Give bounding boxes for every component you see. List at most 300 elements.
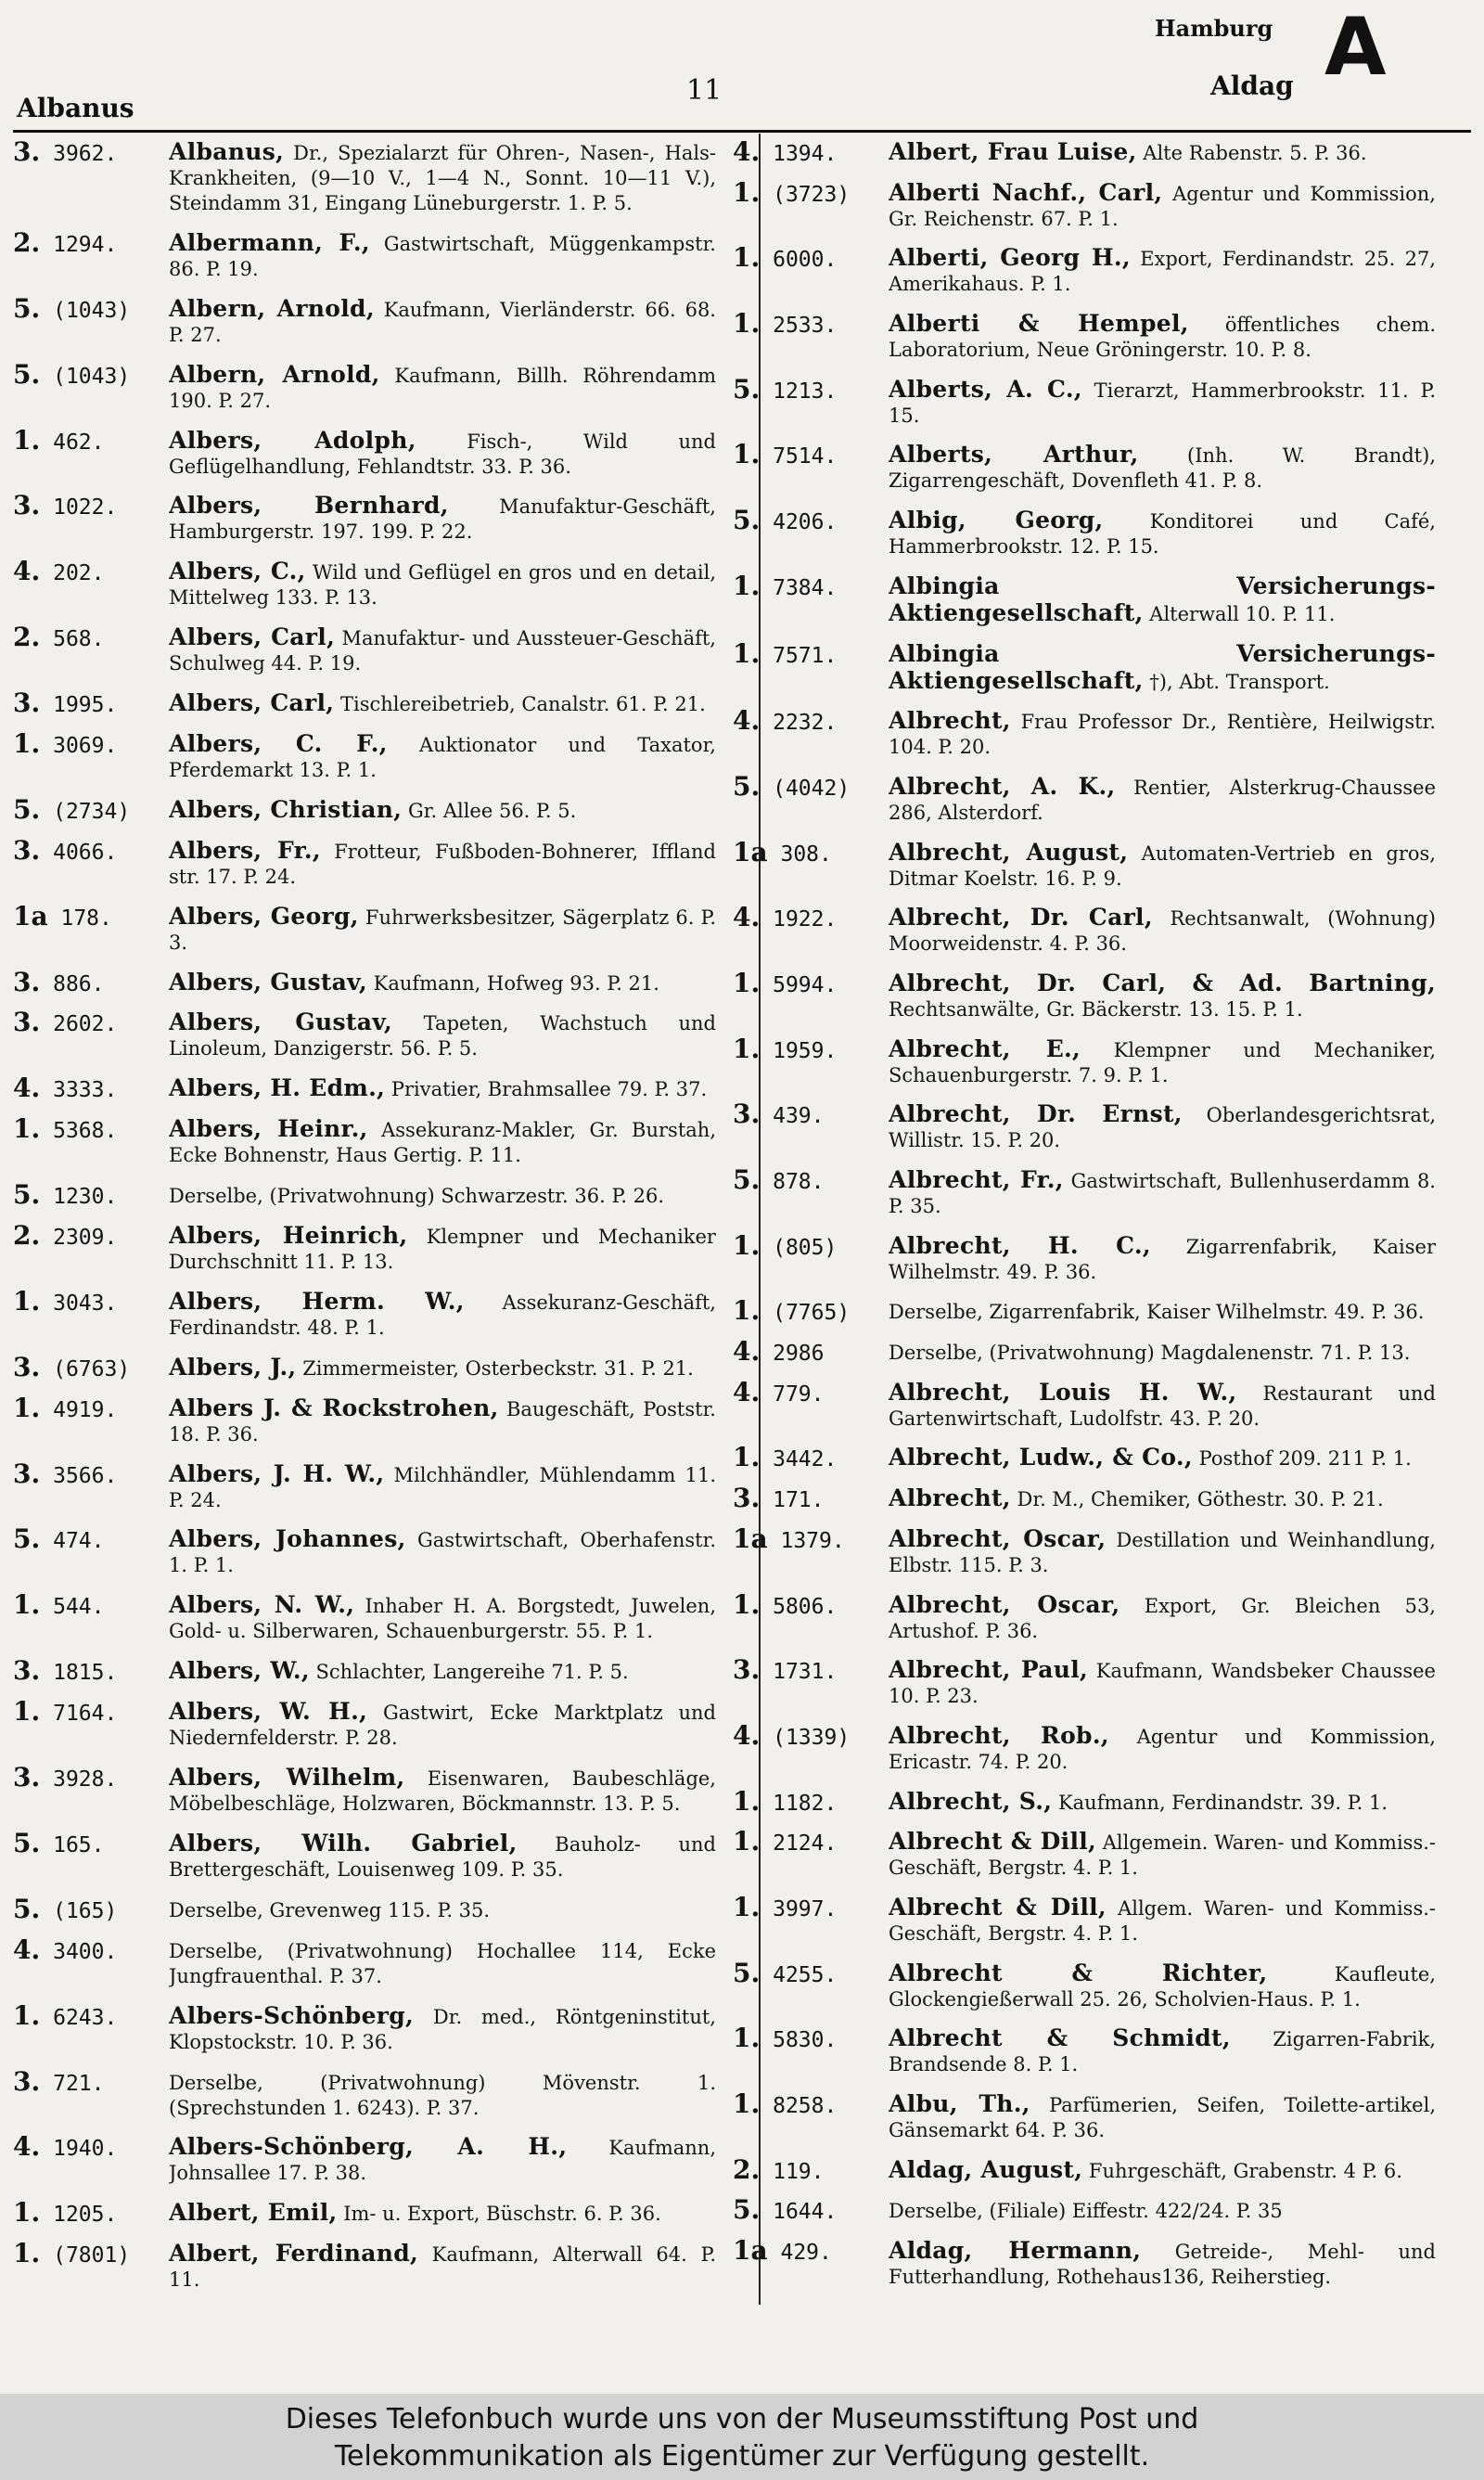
directory-entry bbox=[733, 176, 1456, 232]
line-number: 165. bbox=[53, 1832, 105, 1857]
line-number: 5368. bbox=[53, 1119, 118, 1144]
line-number: 2232. bbox=[773, 711, 838, 736]
phone-number bbox=[13, 1999, 171, 2031]
entry-text bbox=[169, 1116, 716, 1168]
phone-number bbox=[13, 136, 171, 167]
phone-number bbox=[733, 373, 890, 405]
subscriber-name: Alberts, Arthur, bbox=[889, 442, 1139, 469]
subscriber-details: Kaufmann, Billh. Röhrendamm 190. P. 27. bbox=[169, 364, 716, 412]
line-number: 8258. bbox=[773, 2094, 838, 2118]
line-number: 4066. bbox=[53, 840, 118, 865]
directory-entry bbox=[733, 1164, 1456, 1219]
subscriber-name: Albrecht, A. K., bbox=[889, 773, 1116, 800]
subscriber-name: Albert, Emil, bbox=[169, 2200, 338, 2227]
subscriber-details: Dr., Spezialarzt für Ohren-, Nasen-, Hals-Krankheiten, (9—10 V., 1—4 N., Sonnt. 10—11 V.), Steindamm 31, Eingang Lüneburgerstr. 1. P. 5. bbox=[169, 142, 716, 214]
exchange-district: 4. bbox=[733, 136, 761, 167]
directory-entry bbox=[733, 1957, 1456, 2012]
subscriber-details: Assekuranz-Makler, Gr. Burstah, Ecke Bohnenstr, Haus Gertig. P. 11. bbox=[169, 1119, 716, 1167]
line-number: 779. bbox=[773, 1381, 825, 1407]
subscriber-details: Rentier, Alsterkrug-Chaussee 286, Alsterdorf. bbox=[889, 776, 1436, 824]
directory-entry bbox=[13, 1827, 736, 1882]
entry-text bbox=[889, 774, 1436, 826]
line-number: 1294. bbox=[53, 232, 118, 257]
subscriber-name: Aldag, August, bbox=[889, 2156, 1083, 2183]
phone-number bbox=[733, 1336, 890, 1368]
subscriber-details: Parfümerien, Seifen, Toilette-artikel, Gänsemarkt 64. P. 36. bbox=[889, 2094, 1436, 2141]
directory-entry bbox=[733, 1336, 1456, 1368]
subscriber-details: Alte Rabenstr. 5. P. 36. bbox=[1143, 142, 1367, 164]
exchange-district: 1. bbox=[733, 1295, 761, 1327]
exchange-district: 1. bbox=[733, 308, 761, 340]
subscriber-name: Alberts, A. C., bbox=[889, 376, 1082, 403]
directory-entry bbox=[13, 1523, 736, 1578]
phone-number bbox=[13, 2238, 171, 2269]
phone-number bbox=[13, 556, 171, 587]
directory-entry bbox=[733, 1485, 1456, 1512]
exchange-district: 1. bbox=[733, 176, 761, 208]
entry-text bbox=[169, 1765, 716, 1817]
line-number: (165) bbox=[53, 1898, 118, 1923]
phone-number bbox=[733, 705, 890, 737]
directory-entry bbox=[13, 1934, 736, 1989]
exchange-district: 4. bbox=[13, 2131, 41, 2163]
entry-text bbox=[169, 904, 716, 956]
exchange-district: 2. bbox=[733, 2153, 761, 2185]
subscriber-details: Restaurant und Gartenwirtschaft, Ludolfstr. 43. P. 20. bbox=[889, 1381, 1436, 1430]
subscriber-name: Albanus, bbox=[169, 139, 285, 165]
subscriber-name: Albers, Wilh. Gabriel, bbox=[169, 1830, 518, 1857]
subscriber-details: Klempner und Mechaniker, Schauenburgerstr. 7. 9. P. 1. bbox=[889, 1038, 1436, 1086]
header-last-name: Aldag bbox=[1210, 71, 1294, 101]
exchange-district: 2. bbox=[13, 1220, 41, 1252]
entry-text bbox=[889, 1167, 1436, 1219]
exchange-district: 5. bbox=[13, 1179, 41, 1211]
subscriber-details: Konditorei und Café, Hammerbrookstr. 12. P. 15. bbox=[889, 510, 1436, 559]
exchange-district: 1. bbox=[733, 242, 761, 274]
entry-text bbox=[889, 708, 1436, 760]
directory-entry bbox=[733, 2153, 1456, 2185]
directory-entry bbox=[13, 1392, 736, 1447]
phone-number bbox=[733, 2088, 890, 2119]
entry-text bbox=[889, 2197, 1436, 2224]
line-number: 4255. bbox=[773, 1962, 838, 1987]
line-number: 5994. bbox=[773, 972, 838, 997]
subscriber-details: Derselbe, Grevenweg 115. P. 35. bbox=[169, 1898, 491, 1921]
exchange-district: 4. bbox=[733, 705, 761, 737]
directory-entry bbox=[13, 1893, 736, 1924]
phone-number bbox=[733, 2194, 890, 2226]
subscriber-details: Gr. Allee 56. P. 5. bbox=[407, 799, 577, 822]
phone-number bbox=[13, 1009, 171, 1037]
exchange-district: 1. bbox=[13, 2197, 41, 2229]
directory-entry bbox=[13, 687, 736, 719]
phone-number bbox=[13, 793, 171, 825]
exchange-district: 3. bbox=[13, 1655, 41, 1687]
exchange-district: 1. bbox=[13, 728, 41, 760]
entry-text bbox=[169, 1182, 716, 1209]
exchange-district: 1. bbox=[733, 2023, 761, 2054]
subscriber-details: Derselbe, (Filiale) Eiffestr. 422/24. P. 35 bbox=[889, 2200, 1283, 2223]
subscriber-details: Fuhrwerksbesitzer, Sägerplatz 6. P. 3. bbox=[169, 906, 716, 954]
entry-text bbox=[889, 1380, 1436, 1432]
exchange-district: 1. bbox=[13, 1696, 41, 1728]
subscriber-details: Gastwirtschaft, Bullenhuserdamm 8. P. 35. bbox=[889, 1170, 1436, 1217]
line-number: 6243. bbox=[53, 2005, 118, 2030]
entry-text bbox=[889, 573, 1436, 627]
directory-entry bbox=[733, 1523, 1456, 1578]
phone-number bbox=[13, 1696, 171, 1728]
exchange-district: 4. bbox=[733, 902, 761, 933]
subscriber-details: Alterwall 10. P. 11. bbox=[1149, 602, 1336, 625]
directory-entry bbox=[733, 242, 1456, 297]
subscriber-details: Gastwirtschaft, Müggenkampstr. 86. P. 19. bbox=[169, 232, 716, 280]
directory-entry bbox=[733, 1295, 1456, 1327]
header-first-name: Albanus bbox=[17, 93, 134, 123]
subscriber-name: Albern, Arnold, bbox=[169, 295, 375, 322]
entry-text bbox=[889, 1233, 1436, 1285]
subscriber-name: Albers, J. H. W., bbox=[169, 1460, 385, 1487]
entry-text bbox=[889, 1895, 1436, 1947]
entry-text bbox=[889, 1036, 1436, 1088]
exchange-district: 1. bbox=[13, 1589, 41, 1621]
subscriber-name: Albers, Heinr., bbox=[169, 1116, 368, 1143]
header-city: Hamburg bbox=[1155, 15, 1273, 42]
directory-entry bbox=[13, 1075, 736, 1102]
subscriber-name: Albrecht, H. C., bbox=[889, 1232, 1151, 1259]
directory-entry bbox=[733, 2194, 1456, 2226]
entry-text bbox=[169, 970, 716, 996]
subscriber-name: Aldag, Hermann, bbox=[889, 2238, 1142, 2265]
subscriber-details: Export, Gr. Bleichen 53, Artushof. P. 36. bbox=[889, 1594, 1436, 1642]
entry-text bbox=[889, 1526, 1436, 1578]
exchange-district: 1. bbox=[13, 1113, 41, 1145]
entry-text bbox=[169, 2069, 716, 2121]
entry-text bbox=[169, 1526, 716, 1578]
exchange-district: 3. bbox=[13, 1007, 41, 1038]
subscriber-name: Albrecht, Rob., bbox=[889, 1722, 1109, 1749]
exchange-district: 1. bbox=[13, 1392, 41, 1423]
exchange-district: 1. bbox=[13, 1999, 41, 2031]
directory-entry bbox=[733, 1101, 1456, 1153]
subscriber-details: Bauholz- und Brettergeschäft, Louisenweg 109. P. 35. bbox=[169, 1832, 716, 1881]
subscriber-details: Manufaktur- und Aussteuer-Geschäft, Schulweg 44. P. 19. bbox=[169, 627, 716, 675]
line-number: 3043. bbox=[53, 1291, 118, 1316]
directory-entry bbox=[733, 373, 1456, 429]
phone-number bbox=[733, 1164, 890, 1195]
entry-text bbox=[889, 180, 1436, 232]
subscriber-name: Albrecht, Louis H. W., bbox=[889, 1379, 1237, 1406]
entry-text bbox=[169, 1075, 716, 1102]
phone-number bbox=[13, 1762, 171, 1793]
line-number: 886. bbox=[53, 971, 105, 996]
exchange-district: 1. bbox=[13, 424, 41, 456]
subscriber-details: Derselbe, (Privatwohnung) Schwarzestr. 36. P. 26. bbox=[169, 1185, 665, 1208]
phone-number bbox=[733, 505, 890, 536]
directory-entry bbox=[733, 570, 1456, 627]
subscriber-details: Kaufmann, Wandsbeker Chaussee 10. P. 23. bbox=[889, 1660, 1436, 1708]
entry-text bbox=[169, 139, 716, 216]
directory-entry bbox=[733, 1033, 1456, 1088]
subscriber-details: Agentur und Kommission, Gr. Reichenstr. 67. P. 1. bbox=[889, 182, 1436, 230]
page-number: 11 bbox=[686, 74, 723, 107]
directory-entry bbox=[13, 556, 736, 610]
entry-text bbox=[889, 1339, 1436, 1366]
directory-entry bbox=[733, 2025, 1456, 2077]
phone-number bbox=[733, 1523, 890, 1554]
phone-number bbox=[733, 439, 890, 470]
subscriber-details: Tierarzt, Hammerbrookstr. 11. P. 15. bbox=[889, 379, 1436, 427]
subscriber-details: Rechtsanwälte, Gr. Bäckerstr. 13. 15. P. 1. bbox=[889, 997, 1303, 1021]
entry-text bbox=[169, 1289, 716, 1341]
subscriber-name: Albers, Johannes, bbox=[169, 1526, 406, 1553]
entry-text bbox=[889, 641, 1436, 695]
footer-notice bbox=[0, 2394, 1484, 2480]
subscriber-details: Automaten-Vertrieb en gros, Ditmar Koelstr. 16. P. 9. bbox=[889, 842, 1436, 890]
subscriber-details: (Inh. W. Brandt), Zigarrengeschäft, Dovenfleth 41. P. 8. bbox=[889, 444, 1436, 493]
subscriber-name: Albrecht, Oscar, bbox=[889, 1525, 1107, 1552]
subscriber-name: Albers, Carl, bbox=[169, 624, 336, 651]
entry-text bbox=[889, 1298, 1436, 1325]
line-number: (1339) bbox=[773, 1725, 851, 1750]
subscriber-name: Albu, Th., bbox=[889, 2091, 1030, 2117]
subscriber-name: Albingia Versicherungs-Aktiengesellschaft, bbox=[889, 640, 1436, 694]
exchange-district: 5. bbox=[13, 1893, 41, 1924]
entry-text bbox=[889, 245, 1436, 297]
subscriber-details: Tapeten, Wachstuch und Linoleum, Danzigerstr. 56. P. 5. bbox=[169, 1012, 716, 1060]
entry-text bbox=[169, 2200, 716, 2227]
line-number: 1230. bbox=[53, 1185, 118, 1210]
directory-entry bbox=[733, 902, 1456, 957]
entry-text bbox=[889, 970, 1436, 1022]
entry-text bbox=[169, 1592, 716, 1644]
subscriber-name: Albern, Arnold, bbox=[169, 361, 380, 388]
right-column bbox=[733, 136, 1456, 2290]
directory-entry bbox=[13, 1458, 736, 1513]
phone-number bbox=[733, 836, 890, 867]
subscriber-name: Albers, Carl, bbox=[169, 690, 335, 717]
phone-number bbox=[733, 1442, 890, 1473]
subscriber-details: Kaufmann, Vierländerstr. 66. 68. P. 27. bbox=[169, 298, 716, 346]
exchange-district: 4. bbox=[13, 556, 41, 587]
phone-number bbox=[13, 1589, 171, 1621]
directory-entry bbox=[13, 1655, 736, 1687]
line-number: 6000. bbox=[773, 248, 838, 273]
subscriber-name: Albers, W. H., bbox=[169, 1699, 368, 1726]
header-rule bbox=[13, 130, 1471, 133]
exchange-district: 5. bbox=[13, 1827, 41, 1858]
entry-text bbox=[169, 690, 716, 717]
directory-entry bbox=[733, 1891, 1456, 1947]
subscriber-details: Fisch-, Wild und Geflügelhandlung, Fehlandtstr. 33. P. 36. bbox=[169, 430, 716, 478]
phone-number bbox=[733, 308, 890, 340]
line-number: (6763) bbox=[53, 1356, 131, 1381]
phone-number bbox=[13, 1179, 171, 1211]
exchange-district: 1a bbox=[13, 900, 48, 932]
exchange-district: 1. bbox=[733, 1033, 761, 1064]
phone-number bbox=[13, 728, 171, 760]
exchange-district: 1. bbox=[733, 1229, 761, 1261]
subscriber-name: Albingia Versicherungs-Aktiengesellschaft, bbox=[889, 572, 1436, 626]
exchange-district: 5. bbox=[733, 770, 761, 802]
subscriber-name: Albers, Herm. W., bbox=[169, 1288, 465, 1315]
subscriber-name: Albers, Wilhelm, bbox=[169, 1765, 405, 1792]
entry-text bbox=[889, 311, 1436, 363]
exchange-district: 5. bbox=[13, 1523, 41, 1555]
subscriber-name: Albers, Heinrich, bbox=[169, 1223, 408, 1250]
line-number: 7164. bbox=[53, 1702, 118, 1727]
exchange-district: 5. bbox=[13, 793, 41, 825]
directory-entry bbox=[733, 1442, 1456, 1473]
subscriber-name: Albrecht & Richter, bbox=[889, 1960, 1268, 1986]
entry-text bbox=[889, 2238, 1436, 2290]
directory-entry bbox=[13, 1009, 736, 1061]
subscriber-details: Wild und Geflügel en gros und en detail, Mittelweg 133. P. 13. bbox=[169, 561, 716, 610]
line-number: 1959. bbox=[773, 1038, 838, 1063]
exchange-district: 1. bbox=[733, 1442, 761, 1473]
entry-text bbox=[889, 1657, 1436, 1709]
subscriber-name: Albrecht, E., bbox=[889, 1035, 1081, 1062]
line-number: 474. bbox=[53, 1529, 105, 1554]
line-number: 1205. bbox=[53, 2203, 118, 2228]
phone-number bbox=[13, 900, 171, 932]
entry-text bbox=[889, 2025, 1436, 2077]
subscriber-name: Albers, J., bbox=[169, 1354, 297, 1381]
entry-text bbox=[889, 2091, 1436, 2143]
directory-entry bbox=[13, 1762, 736, 1817]
line-number: 3928. bbox=[53, 1767, 118, 1793]
phone-number bbox=[733, 2153, 890, 2185]
phone-number bbox=[733, 136, 890, 167]
exchange-district: 1. bbox=[733, 570, 761, 601]
directory-entry bbox=[13, 966, 736, 997]
subscriber-details: Inhaber H. A. Borgstedt, Juwelen, Gold- u. Silberwaren, Schauenburgerstr. 55. P. 1. bbox=[169, 1595, 716, 1643]
phone-number bbox=[733, 1033, 890, 1064]
entry-text bbox=[169, 624, 716, 676]
directory-entry bbox=[13, 2065, 736, 2121]
subscriber-name: Albert, Ferdinand, bbox=[169, 2241, 418, 2268]
subscriber-details: Zigarren-Fabrik, Brandsende 8. P. 1. bbox=[889, 2028, 1436, 2076]
subscriber-details: Rechtsanwalt, (Wohnung) Moorweidenstr. 4. P. 36. bbox=[889, 907, 1436, 956]
line-number: (3723) bbox=[773, 182, 851, 207]
entry-text bbox=[889, 1723, 1436, 1775]
phone-number bbox=[733, 967, 890, 998]
phone-number bbox=[13, 966, 171, 997]
subscriber-name: Albrecht, Dr. Carl, & Ad. Bartning, bbox=[889, 970, 1436, 996]
entry-text bbox=[169, 428, 716, 480]
directory-entry bbox=[733, 136, 1456, 167]
line-number: 7514. bbox=[773, 444, 838, 469]
entry-text bbox=[889, 1789, 1436, 1816]
line-number: (1043) bbox=[53, 298, 131, 323]
footer-line-2: Telekommunikation als Eigentümer zur Verfügung gestellt. bbox=[334, 2440, 1150, 2473]
phone-number bbox=[13, 1655, 171, 1687]
directory-entry bbox=[13, 1220, 736, 1275]
entry-text bbox=[169, 1461, 716, 1513]
phone-number bbox=[733, 1229, 890, 1261]
entry-text bbox=[169, 1395, 716, 1447]
entry-text bbox=[169, 2003, 716, 2055]
exchange-district: 1. bbox=[733, 637, 761, 669]
line-number: 2309. bbox=[53, 1226, 118, 1251]
phone-number bbox=[733, 637, 890, 669]
line-number: 544. bbox=[53, 1595, 105, 1620]
line-number: 878. bbox=[773, 1170, 825, 1194]
subscriber-name: Albrecht, bbox=[889, 708, 1011, 735]
line-number: (1043) bbox=[53, 364, 131, 389]
line-number: 178. bbox=[60, 906, 112, 931]
entry-text bbox=[889, 508, 1436, 559]
line-number: 1731. bbox=[773, 1660, 838, 1685]
entry-text bbox=[889, 442, 1436, 494]
subscriber-details: Privatier, Brahmsallee 79. P. 37. bbox=[390, 1078, 708, 1101]
subscriber-details: Kaufmann, Ferdinandstr. 39. P. 1. bbox=[1057, 1791, 1388, 1814]
phone-number bbox=[13, 226, 171, 258]
line-number: 3069. bbox=[53, 734, 118, 759]
line-number: 3442. bbox=[773, 1447, 838, 1472]
phone-number bbox=[733, 1654, 890, 1686]
phone-number bbox=[13, 424, 171, 456]
phone-number bbox=[733, 176, 890, 208]
subscriber-details: Baugeschäft, Poststr. 18. P. 36. bbox=[169, 1397, 716, 1446]
line-number: 5806. bbox=[773, 1594, 838, 1619]
entry-text bbox=[889, 840, 1436, 892]
exchange-district: 4. bbox=[733, 1719, 761, 1751]
directory-entry bbox=[13, 728, 736, 783]
line-number: 202. bbox=[53, 561, 105, 586]
line-number: 119. bbox=[773, 2159, 825, 2184]
entry-text bbox=[169, 230, 716, 282]
phone-number bbox=[733, 242, 890, 274]
phone-number bbox=[733, 1295, 890, 1327]
subscriber-name: Albers, N. W., bbox=[169, 1592, 355, 1619]
subscriber-details: Auktionator und Taxator, Pferdemarkt 13. P. 1. bbox=[169, 734, 716, 782]
exchange-district: 5. bbox=[733, 505, 761, 536]
subscriber-details: Milchhändler, Mühlendamm 11. P. 24. bbox=[169, 1463, 716, 1511]
exchange-district: 3. bbox=[13, 687, 41, 719]
subscriber-details: öffentliches chem. Laboratorium, Neue Gröningerstr. 10. P. 8. bbox=[889, 314, 1436, 362]
exchange-district: 5. bbox=[733, 373, 761, 405]
subscriber-name: Albers, Gustav, bbox=[169, 1009, 392, 1036]
subscriber-details: Dr. M., Chemiker, Göthestr. 30. P. 21. bbox=[1017, 1488, 1384, 1511]
subscriber-details: Getreide-, Mehl- und Futterhandlung, Rothehaus136, Reiherstieg. bbox=[889, 2241, 1436, 2289]
subscriber-details: Posthof 209. 211 P. 1. bbox=[1198, 1447, 1412, 1471]
line-number: (7801) bbox=[53, 2243, 131, 2268]
directory-entry bbox=[733, 705, 1456, 760]
line-number: (7765) bbox=[773, 1301, 851, 1326]
entry-text bbox=[889, 1592, 1436, 1644]
subscriber-name: Alberti, Georg H., bbox=[889, 245, 1131, 272]
exchange-district: 4. bbox=[13, 1934, 41, 1965]
exchange-district: 1. bbox=[733, 967, 761, 998]
subscriber-details: Zigarrenfabrik, Kaiser Wilhelmstr. 49. P. 36. bbox=[889, 1235, 1436, 1283]
exchange-district: 1a bbox=[733, 2235, 768, 2267]
directory-entry bbox=[13, 1179, 736, 1211]
phone-number bbox=[733, 1826, 890, 1857]
line-number: 1815. bbox=[53, 1661, 118, 1686]
directory-entry bbox=[13, 1113, 736, 1168]
entry-text bbox=[169, 1009, 716, 1061]
line-number: 7384. bbox=[773, 575, 838, 600]
entry-text bbox=[169, 1896, 716, 1923]
subscriber-details: Im- u. Export, Büschstr. 6. P. 36. bbox=[343, 2203, 661, 2226]
entry-text bbox=[169, 1223, 716, 1275]
entry-text bbox=[169, 838, 716, 890]
phone-number bbox=[13, 292, 171, 324]
directory-entry bbox=[13, 490, 736, 545]
entry-text bbox=[889, 1445, 1436, 1471]
subscriber-details: Klempner und Mechaniker Durchschnitt 11. P. 13. bbox=[169, 1226, 716, 1274]
exchange-district: 3. bbox=[13, 1351, 41, 1382]
